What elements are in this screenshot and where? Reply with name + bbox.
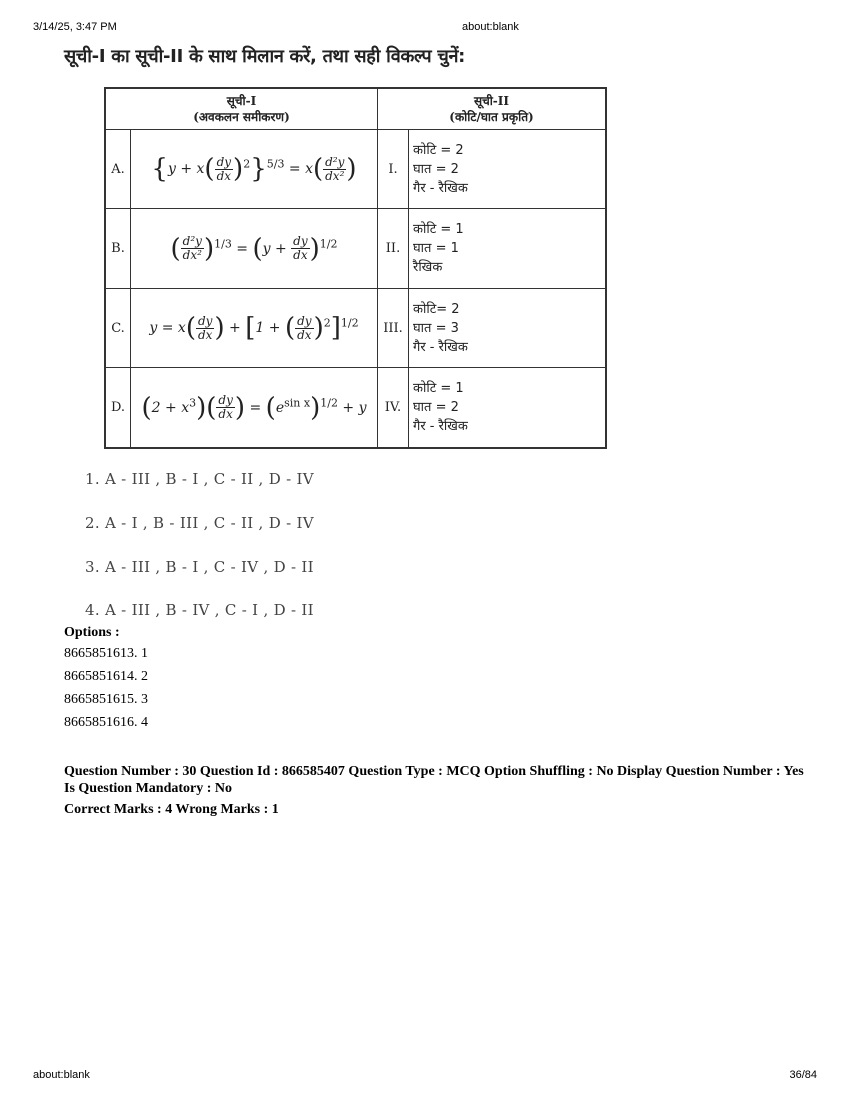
print-page-title: about:blank — [462, 21, 519, 33]
table-header-row — [105, 88, 606, 130]
property-cell — [409, 288, 607, 367]
list1-title: सूची-I — [226, 94, 257, 108]
options-label: Options : — [64, 625, 120, 640]
equation-d: $(2 + x^3)$( $\frac{dy}{dx}$ ) = $(e^{sin x})^{1/2} + y$ — [131, 368, 378, 448]
nature-text: गैर - रैखिक — [413, 180, 468, 196]
order-text: कोटि= 2 — [413, 301, 460, 317]
row-roman: IV. — [378, 368, 409, 448]
equation-c: y = x( $\frac{dy}{dx}$ ) + [1 + ( $\frac{dy}{dx}$ )$^2$]$^{1/2}$ — [131, 288, 378, 367]
equation-a: {y + x( $\frac{dy}{dx}$ )$^2$}$^{5/3}$ = x( $\frac{\text{d²y}}{\text{dx²}}$ ) — [131, 130, 378, 209]
table-row — [105, 130, 606, 209]
degree-text: घात = 3 — [413, 320, 459, 336]
nature-text: रैखिक — [413, 260, 443, 276]
order-text: कोटि = 1 — [413, 381, 464, 397]
property-cell — [409, 209, 607, 288]
answer-choice-3: 3. A - III , B - I , C - IV , D - II — [85, 558, 314, 576]
property-cell — [409, 130, 607, 209]
answer-choice-1: 1. A - III , B - I , C - II , D - IV — [85, 470, 314, 488]
row-label: C. — [105, 288, 131, 367]
table-row — [105, 209, 606, 288]
option-item: 8665851615. 3 — [64, 692, 148, 707]
row-label: A. — [105, 130, 131, 209]
nature-text: गैर - रैखिक — [413, 339, 468, 355]
question-instruction: सूची-I का सूची-II के साथ मिलान करें, तथा सही विकल्प चुनें: — [64, 46, 466, 67]
marks-info: Correct Marks : 4 Wrong Marks : 1 — [64, 802, 279, 817]
list1-header — [105, 88, 378, 130]
row-roman: III. — [378, 288, 409, 367]
print-datetime: 3/14/25, 3:47 PM — [33, 21, 117, 33]
degree-text: घात = 2 — [413, 400, 459, 416]
row-roman: I. — [378, 130, 409, 209]
list2-header — [378, 88, 607, 130]
equation-b: ( $\frac{\text{d²y}}{\text{dx²}}$ )$^{1/3}$ = (y + $\frac{dy}{dx}$ )$^{1/2}$ — [131, 209, 378, 288]
property-cell — [409, 368, 607, 448]
page-number: 36/84 — [789, 1069, 817, 1081]
row-label: B. — [105, 209, 131, 288]
match-table — [104, 87, 607, 449]
order-text: कोटि = 1 — [413, 222, 464, 238]
list2-subtitle: (कोटि/घात प्रकृति) — [449, 110, 534, 124]
question-metadata: Question Number : 30 Question Id : 866585407 Question Type : MCQ Option Shuffling : No Display Question Number : Yes Is Question Mandatory : No — [64, 764, 804, 796]
order-text: कोटि = 2 — [413, 142, 464, 158]
option-item: 8665851613. 1 — [64, 646, 148, 661]
row-roman: II. — [378, 209, 409, 288]
nature-text: गैर - रैखिक — [413, 419, 468, 435]
option-item: 8665851616. 4 — [64, 715, 148, 730]
degree-text: घात = 1 — [413, 241, 459, 257]
degree-text: घात = 2 — [413, 161, 459, 177]
answer-choice-4: 4. A - III , B - IV , C - I , D - II — [85, 601, 314, 619]
list2-title: सूची-II — [473, 94, 510, 108]
row-label: D. — [105, 368, 131, 448]
answer-choice-2: 2. A - I , B - III , C - II , D - IV — [85, 514, 314, 532]
list1-subtitle: (अवकलन समीकरण) — [193, 110, 290, 124]
option-item: 8665851614. 2 — [64, 669, 148, 684]
table-row — [105, 368, 606, 448]
table-row — [105, 288, 606, 367]
print-footer-url: about:blank — [33, 1069, 90, 1081]
